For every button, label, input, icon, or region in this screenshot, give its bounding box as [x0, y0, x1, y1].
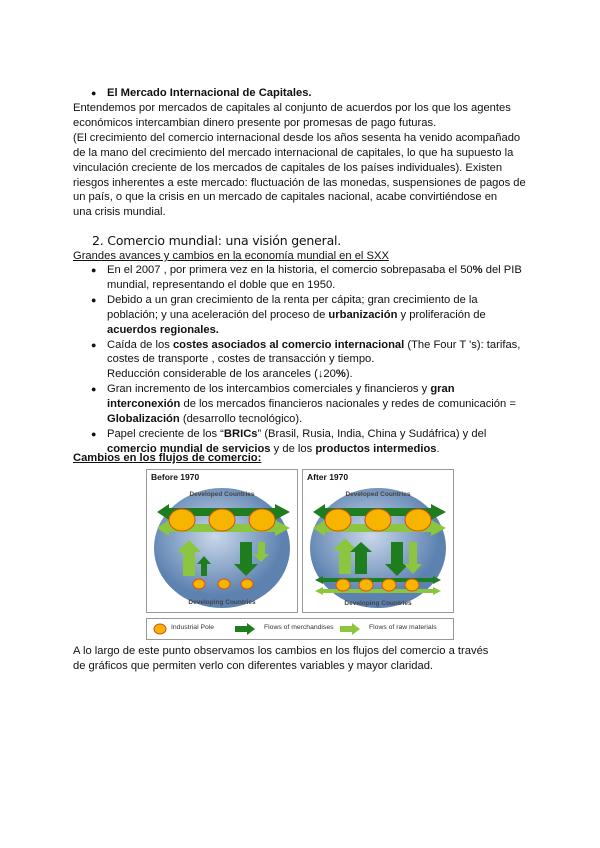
text-segment: Papel creciente de los “ [107, 427, 224, 440]
text-line [107, 308, 486, 323]
section2-heading: 2. Comercio mundial: una visión general. [92, 233, 342, 248]
industrial-pole [169, 509, 195, 531]
text-segment: población; y una aceleración del proceso de [107, 308, 329, 321]
bold-text: % [335, 368, 346, 381]
text-segment: En el 2007 , por primera vez en la historia, el comercio sobrepasaba el 50 [107, 264, 473, 276]
text-line [107, 323, 219, 338]
text-line [107, 412, 302, 427]
bold-text: costes asociados al comercio internacional [172, 338, 405, 351]
developed-label: Developed Countries [189, 491, 255, 498]
text-segment: y proliferación de [397, 308, 486, 321]
text-segment: Reducción considerable de los aranceles (↓20 [107, 368, 336, 381]
text-line [107, 293, 478, 308]
text-segment: un país, o que la crisis en un mercado de capitales nacional, acabe convirtiéndose en [73, 191, 498, 204]
text-line [107, 278, 335, 293]
section2-subtitle: Grandes avances y cambios en la economía mundial en el SXX [73, 250, 389, 262]
before-1970-panel [146, 469, 298, 613]
text-segment: una crisis mundial. [73, 206, 166, 219]
text-segment: (The Four T 's): tarifas, [404, 338, 521, 351]
text-segment: costes de transporte , costes de transacción y tiempo. [107, 353, 375, 366]
text-segment: vinculación creciente de los mercados de capitales de los países individuales). Existen [73, 161, 503, 174]
text-segment: ” (Brasil, Rusia, India, China y Sudáfrica) y del [257, 427, 487, 440]
bullet-icon: ● [91, 428, 97, 439]
text-line [107, 352, 374, 367]
bold-text: interconexión [107, 398, 181, 411]
text-segment: del PIB [482, 264, 522, 276]
merchandise-arrow-icon [235, 623, 255, 635]
developing-label: Developing Countries [188, 599, 256, 606]
bold-text: acuerdos regionales. [107, 323, 219, 336]
globe-icon [154, 488, 290, 608]
text-segment: . [436, 442, 440, 455]
bullet-icon: ● [91, 294, 97, 305]
bold-text: comercio mundial de servicios [107, 442, 271, 455]
text-segment: Caída de los [107, 338, 173, 351]
text-line [73, 101, 511, 116]
text-line [73, 205, 166, 220]
text-line [107, 367, 353, 382]
developed-label: Developed Countries [345, 491, 411, 498]
text-line [107, 382, 455, 397]
text-segment: Debido a un gran crecimiento de la renta per cápita; gran crecimiento de la [107, 293, 478, 306]
after-1970-panel [302, 469, 454, 613]
text-segment: riesgos inherentes a este mercado: fluctuación de las monedas, suspensiones de pagos de [73, 176, 526, 189]
bold-text: BRICs [223, 427, 258, 440]
text-line [73, 131, 520, 146]
after-1970-title: After 1970 [307, 472, 349, 482]
bold-text: productos intermedios [315, 442, 437, 455]
text-line [107, 263, 522, 278]
diagram-legend [146, 618, 454, 640]
text-line [73, 146, 513, 161]
text-segment: económicos intercambian dinero presente por promesas de pago futuras. [73, 116, 437, 129]
bullet-icon: ● [91, 339, 97, 350]
legend-raw-materials: Flows of raw materials [369, 624, 437, 631]
text-line [73, 161, 502, 176]
developing-label: Developing Countries [344, 600, 412, 607]
text-line [73, 190, 497, 205]
text-segment: de los mercados financieros nacionales y redes de comunicación = [180, 398, 516, 411]
text-line [107, 338, 520, 353]
text-line [73, 116, 436, 131]
text-segment: A lo largo de este punto observamos los cambios en los flujos del comercio a través [73, 645, 489, 657]
text-line [107, 397, 516, 412]
legend-merchandises: Flows of merchandises [264, 624, 334, 631]
bold-text: urbanización [328, 308, 398, 321]
bold-text: gran [430, 383, 455, 396]
text-segment: (desarrollo tecnológico). [179, 413, 303, 425]
text-segment: Entendemos por mercados de capitales al conjunto de acuerdos por los que los agentes [73, 102, 511, 114]
bold-text: Globalización [107, 413, 180, 425]
text-segment: Gran incremento de los intercambios comerciales y financieros y [107, 383, 431, 396]
flows-heading: Cambios en los flujos de comercio: [73, 452, 262, 464]
text-line [73, 176, 526, 191]
text-segment: de gráficos que permiten verlo con diferentes variables y mayor claridad. [73, 659, 434, 672]
bullet-icon: ● [91, 265, 97, 275]
trade-flows-diagram [145, 468, 454, 640]
text-line [73, 659, 433, 674]
bullet-icon: ● [91, 384, 97, 395]
text-line [73, 644, 488, 659]
text-segment: ). [345, 368, 353, 381]
bullet-icon: ● [91, 88, 97, 98]
industrial-pole [209, 509, 235, 531]
raw-materials-arrow-icon [340, 623, 360, 635]
industrial-pole [249, 509, 275, 531]
text-segment: y de los [270, 442, 316, 455]
bold-text: % [472, 264, 483, 276]
section1-title: El Mercado Internacional de Capitales. [107, 87, 312, 99]
text-line [107, 427, 486, 442]
before-1970-title: Before 1970 [151, 472, 200, 482]
text-segment: mundial, representando el doble que en 1950. [107, 278, 336, 291]
text-segment: (El crecimiento del comercio internacional desde los años sesenta ha venido acompañado [73, 131, 521, 144]
legend-industrial-pole: Industrial Pole [171, 624, 215, 631]
text-segment: de la mano del crecimiento del mercado internacional de capitales, lo que ha supuesto la [73, 146, 514, 159]
industrial-pole-icon [154, 624, 166, 634]
